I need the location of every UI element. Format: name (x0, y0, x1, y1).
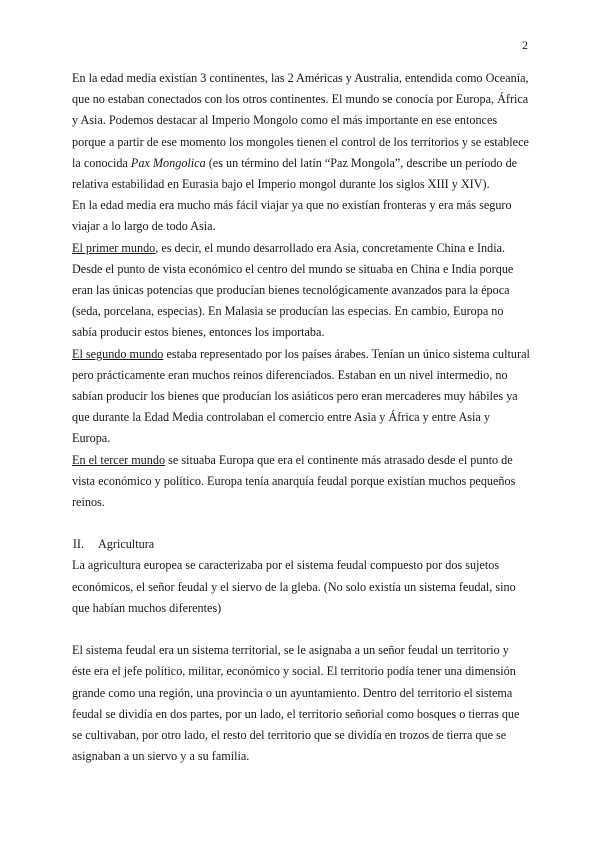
pax-mongolica-term: Pax Mongolica (130, 155, 206, 170)
paragraph-text: En la edad media existían 3 continentes, las 2 Américas y Australia, entendida como Oceanía, que no estaban conectados con los otros continentes. El mundo se conocía por Europa, África y Asia. Podemos destacar al Imperio Mongolo como el más importante en ese entonces porque a partir de ese momento los mongoles tienen el control de los territorios y se establece la conocida (72, 71, 529, 170)
paragraph-travel: En la edad media era mucho más fácil viajar ya que no existían fronteras y era más seguro viajar a lo largo de todo Asia. (72, 198, 512, 234)
paragraph-second-world (72, 344, 530, 450)
page-number: 2 (522, 38, 528, 52)
paragraph-text: estaba representado por los países árabes. Tenían un único sistema cultural pero prácticamente eran muchos reinos diferenciados. Estaban en un nivel intermedio, no sabían producir los bienes que producían los asiáticos pero eran mercaderes muy hábiles ya que durante la Edad Media controlaban el comercio entre Asia y África y entre Asia y Europa. (72, 346, 530, 446)
paragraph-text: se situaba Europa que era el continente más atrasado desde el punto de vista económico y político. Europa tenía anarquía feudal porque existían muchos pequeños reinos. (72, 452, 516, 510)
section-number: II. (72, 537, 84, 552)
section-heading (72, 534, 530, 555)
paragraph-third-world (72, 450, 530, 514)
paragraph-text: (es un término del latín “Paz Mongola”, describe un período de relativa estabilidad en Eurasia bajo el Imperio mongol durante los siglos XIII y XIV). (72, 155, 518, 192)
blank-line (72, 619, 530, 640)
paragraph-first-world (72, 238, 530, 344)
first-world-term: El primer mundo (72, 240, 156, 255)
document-body (72, 68, 530, 767)
third-world-term: En el tercer mundo (72, 452, 166, 467)
paragraph-agriculture: La agricultura europea se caracterizaba por el sistema feudal compuesto por dos sujetos económicos, el señor feudal y el siervo de la gleba. (No solo existía un sistema feudal, sino que habían muchos diferentes) (72, 558, 516, 615)
second-world-term: El segundo mundo (72, 346, 164, 361)
paragraph-continents (72, 68, 530, 195)
paragraph-text: , es decir, el mundo desarrollado era Asia, concretamente China e India. Desde el punto de vista económico el centro del mundo se situaba en China e India porque eran las únicas potencias que producían bienes tecnológicamente avanzados para la época (seda, porcelana, especias). En Malasia se producían las especias. En cambio, Europa no sabía producir estos bienes, entonces los importaba. (72, 240, 514, 340)
section-title: Agricultura (98, 537, 155, 552)
paragraph-feudal-system: El sistema feudal era un sistema territorial, se le asignaba a un señor feudal un territorio y éste era el jefe político, militar, económico y social. El territorio podía tener una dimensión grande como una región, una provincia o un ayuntamiento. Dentro del territorio el sistema feudal se dividía en dos partes, por un lado, el territorio señorial como bosques o tierras que se cultivaban, por otro lado, el resto del territorio que se dividía en trozos de tierra que se asignaban a un siervo y a su familia. (72, 643, 520, 764)
